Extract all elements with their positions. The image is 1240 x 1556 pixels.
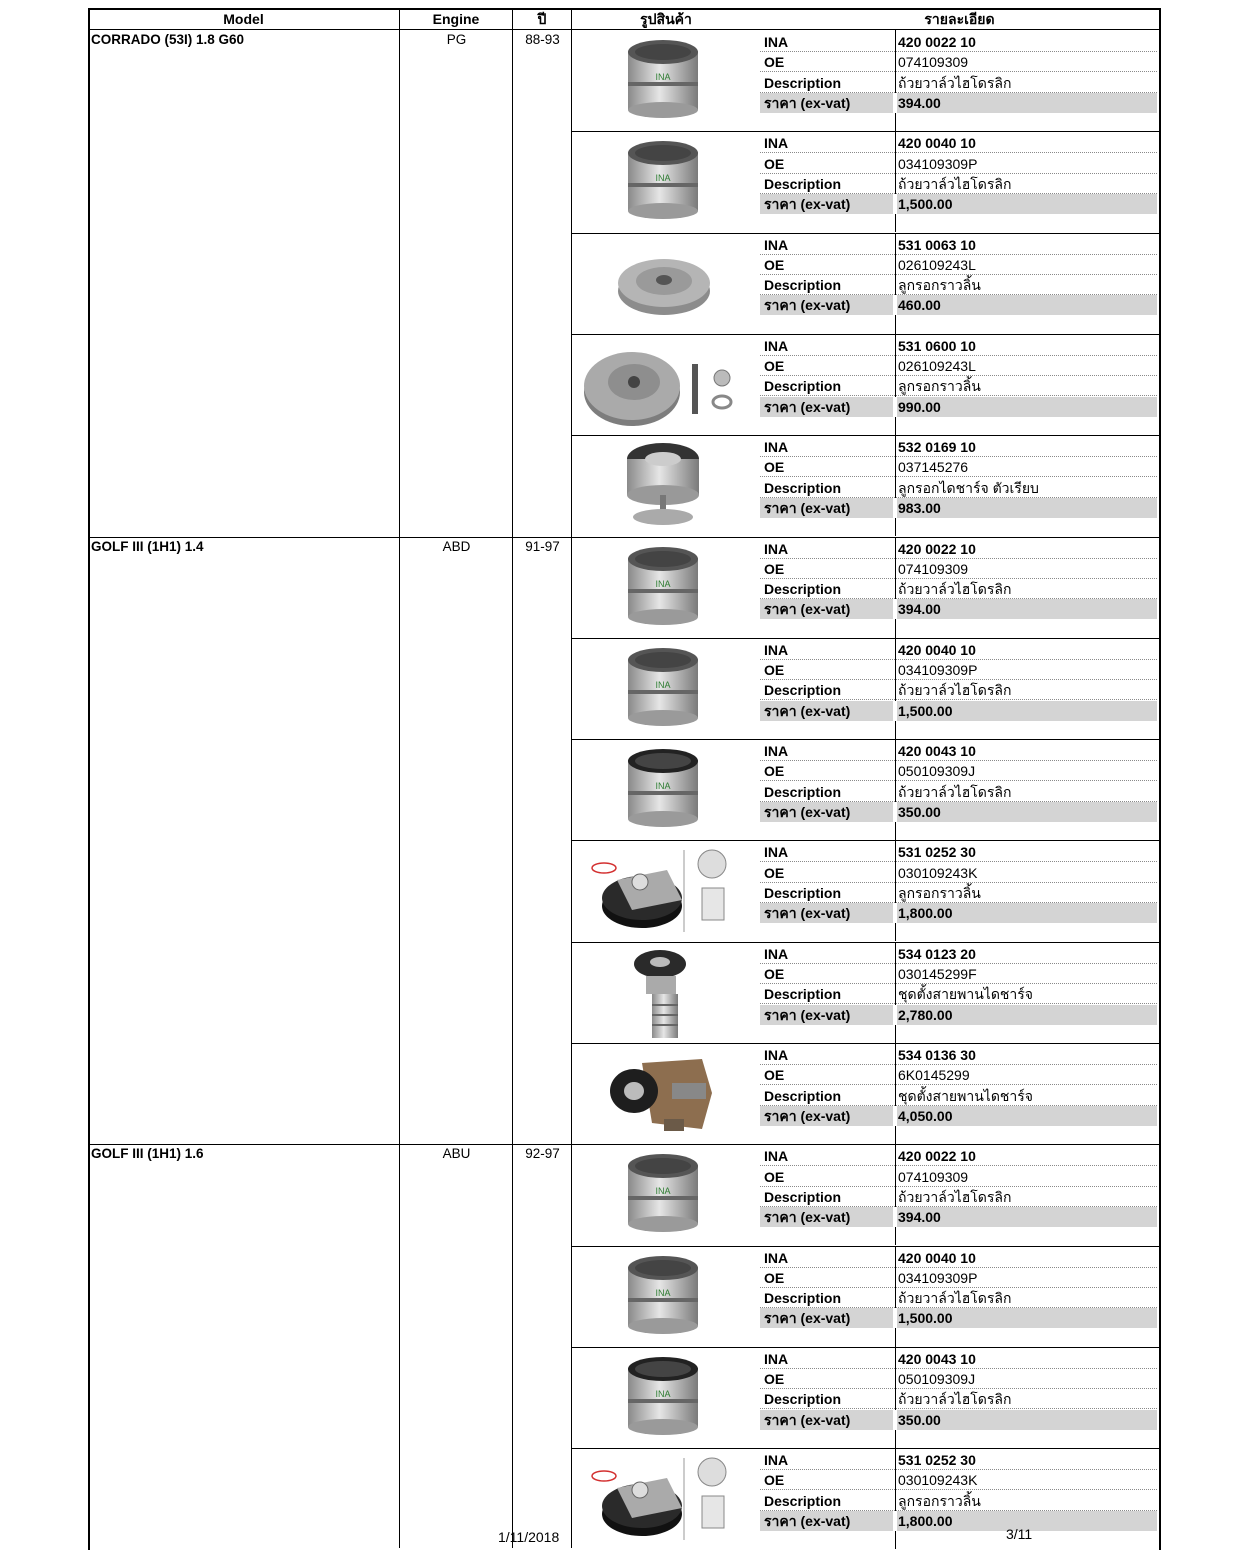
part-price: 983.00 (898, 500, 941, 517)
ina-part-number-row (760, 133, 1157, 153)
part-price: 350.00 (898, 803, 941, 820)
product-item (572, 1246, 1159, 1347)
price-cell-gap (893, 1511, 897, 1531)
ina-part-number-row (760, 1146, 1157, 1166)
oe-part-number-row (760, 457, 1157, 477)
part-price-row (760, 93, 1157, 113)
hydraulic-lifter-dark-photo (572, 1347, 760, 1448)
oe-part-number-row (760, 255, 1157, 275)
part-description-row (760, 1288, 1157, 1308)
oe-part-number-row (760, 356, 1157, 376)
ina-part-number: 420 0022 10 (898, 540, 976, 557)
footer-date: 1/11/2018 (498, 1529, 560, 1545)
part-description-label: Description (764, 682, 842, 699)
price-cell-gap (893, 1207, 897, 1227)
tensioner-pulley-kit-photo (572, 334, 760, 435)
price-cell-gap (893, 498, 897, 518)
belt-tensioner-bracket-photo (572, 1043, 760, 1144)
model-name: GOLF III (1H1) 1.4 (91, 538, 204, 554)
part-price: 2,780.00 (898, 1006, 953, 1023)
part-price-row (760, 701, 1157, 721)
part-price: 1,500.00 (898, 702, 953, 719)
product-item (572, 840, 1159, 941)
price-cell-gap (893, 1410, 897, 1430)
hydraulic-lifter-photo (572, 1246, 760, 1347)
oe-part-number-label: OE (764, 1168, 785, 1185)
price-cell-gap (893, 1106, 897, 1126)
part-description-label: Description (764, 1087, 842, 1104)
engine-code: ABU (442, 1146, 471, 1162)
ina-part-number-label: INA (764, 540, 789, 557)
ina-part-number: 420 0022 10 (898, 1148, 976, 1165)
ina-part-number-label: INA (764, 337, 789, 354)
part-price-label: ราคา (ex-vat) (764, 1310, 851, 1327)
ina-part-number: 534 0123 20 (898, 945, 976, 962)
ina-part-number-label: INA (764, 844, 789, 861)
ina-part-number-label: INA (764, 135, 789, 152)
part-price-row (760, 1308, 1157, 1328)
part-price-row (760, 397, 1157, 417)
oe-part-number-label: OE (764, 54, 785, 71)
ina-part-number: 420 0040 10 (898, 135, 976, 152)
product-item (572, 942, 1159, 1043)
ina-part-number: 531 0600 10 (898, 337, 976, 354)
part-price-row (760, 1511, 1157, 1531)
product-item (572, 1448, 1159, 1549)
ina-part-number-label: INA (764, 439, 789, 456)
product-item (572, 1144, 1159, 1245)
part-description-row (760, 984, 1157, 1004)
ina-part-number: 420 0043 10 (898, 1350, 976, 1367)
hydraulic-lifter-photo (572, 537, 760, 638)
oe-part-number: 6K0145299 (898, 1067, 970, 1084)
ina-part-number-label: INA (764, 1047, 789, 1063)
part-description: ถ้วยวาล์วไฮโดรลิก (898, 783, 1012, 800)
part-description-label: Description (764, 74, 842, 91)
oe-part-number-row (760, 1369, 1157, 1389)
part-price: 1,800.00 (898, 905, 953, 922)
model-name: CORRADO (53I) 1.8 G60 (91, 32, 245, 47)
part-price-label: ราคา (ex-vat) (764, 1513, 851, 1530)
part-description-row (760, 376, 1157, 396)
part-description-row (760, 1491, 1157, 1511)
part-price: 1,500.00 (898, 196, 953, 213)
part-description: ลูกรอกราวลิ้น (898, 277, 981, 294)
part-price-label: ราคา (ex-vat) (764, 601, 851, 618)
ina-part-number: 420 0040 10 (898, 641, 976, 658)
part-price-row (760, 295, 1157, 315)
price-cell-gap (893, 397, 897, 417)
ina-part-number-label: INA (764, 34, 789, 50)
part-price-label: ราคา (ex-vat) (764, 94, 851, 111)
part-price-label: ราคา (ex-vat) (764, 1209, 851, 1226)
part-description: ถ้วยวาล์วไฮโดรลิก (898, 1290, 1012, 1307)
ina-part-number-row (760, 842, 1157, 862)
part-description-row (760, 1086, 1157, 1106)
part-price-label: ราคา (ex-vat) (764, 702, 851, 719)
price-cell-gap (893, 295, 897, 315)
ina-part-number: 531 0063 10 (898, 236, 976, 253)
oe-part-number-row (760, 660, 1157, 680)
price-cell-gap (893, 1308, 897, 1328)
part-description: ถ้วยวาล์วไฮโดรลิก (898, 175, 1012, 192)
ina-part-number-label: INA (764, 1452, 789, 1469)
part-description-label: Description (764, 884, 842, 901)
part-description-row (760, 478, 1157, 498)
part-price: 4,050.00 (898, 1107, 953, 1124)
oe-part-number-row (760, 761, 1157, 781)
part-description-label: Description (764, 277, 842, 294)
oe-part-number-row (760, 52, 1157, 72)
ina-part-number-row (760, 640, 1157, 660)
model-name: GOLF III (1H1) 1.6 (91, 1146, 204, 1162)
price-cell-gap (893, 903, 897, 923)
part-description-label: Description (764, 1391, 842, 1408)
part-description: ถ้วยวาล์วไฮโดรลิก (898, 1391, 1012, 1408)
svg-text:INA: INA (655, 1287, 671, 1298)
part-price: 990.00 (898, 398, 941, 415)
header-details: รายละเอียด (924, 11, 995, 27)
part-price-label: ราคา (ex-vat) (764, 500, 851, 517)
svg-text:INA: INA (655, 1388, 671, 1399)
part-description-row (760, 1187, 1157, 1207)
oe-part-number: 030145299F (898, 965, 977, 982)
part-description-row (760, 1389, 1157, 1409)
ina-part-number-row (760, 1045, 1157, 1065)
part-price: 1,500.00 (898, 1310, 953, 1327)
ina-part-number: 534 0136 30 (898, 1047, 976, 1063)
price-cell-gap (893, 194, 897, 214)
part-description: ลูกรอกราวลิ้น (898, 1492, 981, 1509)
hydraulic-lifter-photo (572, 1144, 760, 1245)
part-price: 394.00 (898, 94, 941, 111)
oe-part-number: 050109309J (898, 1371, 976, 1388)
product-item (572, 131, 1159, 232)
ina-part-number-label: INA (764, 1350, 789, 1367)
product-item (572, 334, 1159, 435)
price-cell-gap (893, 701, 897, 721)
part-description-label: Description (764, 1188, 842, 1205)
ina-part-number-row (760, 32, 1157, 52)
ina-part-number-row (760, 1248, 1157, 1268)
oe-part-number-label: OE (764, 1269, 785, 1286)
oe-part-number: 030109243K (898, 1472, 978, 1489)
oe-part-number: 050109309J (898, 763, 976, 780)
svg-text:INA: INA (655, 173, 671, 184)
header-engine: Engine (432, 11, 480, 27)
svg-text:INA: INA (655, 781, 671, 792)
part-price: 1,800.00 (898, 1513, 953, 1530)
part-price-row (760, 498, 1157, 518)
svg-text:INA: INA (655, 679, 671, 690)
ina-part-number: 420 0043 10 (898, 743, 976, 760)
part-description: ถ้วยวาล์วไฮโดรลิก (898, 682, 1012, 699)
part-description-label: Description (764, 783, 842, 800)
part-price-label: ราคา (ex-vat) (764, 1411, 851, 1428)
ina-part-number-row (760, 437, 1157, 457)
ina-part-number-label: INA (764, 1148, 789, 1165)
oe-part-number-label: OE (764, 1371, 785, 1388)
part-price-label: ราคา (ex-vat) (764, 398, 851, 415)
price-cell-gap (893, 802, 897, 822)
price-cell-gap (893, 93, 897, 113)
oe-part-number-label: OE (764, 459, 785, 476)
timing-tensioner-diagram-photo (572, 840, 760, 941)
product-item (572, 435, 1159, 536)
oe-part-number-row (760, 863, 1157, 883)
ina-part-number: 531 0252 30 (898, 844, 976, 861)
part-description: ลูกรอกราวลิ้น (898, 378, 981, 395)
product-item (572, 1043, 1159, 1144)
hydraulic-lifter-dark-photo (572, 739, 760, 840)
oe-part-number: 026109243L (898, 256, 976, 273)
hydraulic-lifter-photo (572, 30, 760, 131)
oe-part-number-label: OE (764, 763, 785, 780)
part-description: ชุดตั้งสายพานไดชาร์จ (898, 1087, 1034, 1104)
oe-part-number-label: OE (764, 1067, 785, 1084)
hydraulic-lifter-photo (572, 638, 760, 739)
part-description-label: Description (764, 581, 842, 598)
price-cell-gap (893, 1005, 897, 1025)
ina-part-number: 420 0022 10 (898, 34, 976, 50)
oe-part-number: 074109309 (898, 1168, 969, 1185)
model-years: 91-97 (525, 538, 560, 554)
oe-part-number-label: OE (764, 560, 785, 577)
engine-code: PG (446, 32, 467, 47)
oe-part-number-row (760, 1167, 1157, 1187)
oe-part-number-row (760, 1470, 1157, 1490)
part-price-label: ราคา (ex-vat) (764, 1006, 851, 1023)
part-price-label: ราคา (ex-vat) (764, 1107, 851, 1124)
part-description-label: Description (764, 378, 842, 395)
part-price-label: ราคา (ex-vat) (764, 803, 851, 820)
product-item (572, 1347, 1159, 1448)
part-price: 394.00 (898, 1209, 941, 1226)
column-divider-model (399, 8, 400, 1548)
ina-part-number-row (760, 539, 1157, 559)
ina-part-number: 420 0040 10 (898, 1249, 976, 1266)
part-price: 394.00 (898, 601, 941, 618)
ina-part-number: 531 0252 30 (898, 1452, 976, 1469)
part-description-row (760, 275, 1157, 295)
oe-part-number: 034109309P (898, 1269, 978, 1286)
oe-part-number: 034109309P (898, 662, 978, 679)
part-description-label: Description (764, 1290, 842, 1307)
model-years: 92-97 (525, 1146, 560, 1162)
part-price-label: ราคา (ex-vat) (764, 297, 851, 314)
ina-part-number-label: INA (764, 743, 789, 760)
column-divider-engine (512, 8, 513, 1548)
part-price-label: ราคา (ex-vat) (764, 905, 851, 922)
part-description-row (760, 680, 1157, 700)
header-year: ปี (537, 11, 547, 27)
part-description-row (760, 782, 1157, 802)
part-price-row (760, 1106, 1157, 1126)
part-description-label: Description (764, 986, 842, 1003)
oe-part-number: 030109243K (898, 864, 978, 881)
product-item (572, 233, 1159, 334)
part-price-row (760, 599, 1157, 619)
oe-part-number-label: OE (764, 1472, 785, 1489)
ina-part-number-row (760, 944, 1157, 964)
part-price-row (760, 1005, 1157, 1025)
part-price-row (760, 1207, 1157, 1227)
product-item (572, 537, 1159, 638)
header-model: Model (223, 11, 264, 27)
part-description-row (760, 883, 1157, 903)
oe-part-number-row (760, 1268, 1157, 1288)
ina-part-number-row (760, 336, 1157, 356)
oe-part-number-row (760, 964, 1157, 984)
ina-part-number-label: INA (764, 236, 789, 253)
ina-part-number-row (760, 1349, 1157, 1369)
product-item (572, 30, 1159, 131)
oe-part-number-label: OE (764, 155, 785, 172)
price-cell-gap (893, 599, 897, 619)
oe-part-number-row (760, 1065, 1157, 1085)
oe-part-number-row (760, 559, 1157, 579)
oe-part-number: 074109309 (898, 560, 969, 577)
ina-part-number-label: INA (764, 641, 789, 658)
ina-part-number-row (760, 1450, 1157, 1470)
idler-pulley-photo (572, 233, 760, 334)
part-price-row (760, 1410, 1157, 1430)
oe-part-number-label: OE (764, 358, 785, 375)
oe-part-number-row (760, 154, 1157, 174)
part-description-label: Description (764, 1492, 842, 1509)
part-description: ถ้วยวาล์วไฮโดรลิก (898, 581, 1012, 598)
timing-tensioner-diagram-photo (572, 1448, 760, 1549)
part-description: ถ้วยวาล์วไฮโดรลิก (898, 1188, 1012, 1205)
part-price-row (760, 903, 1157, 923)
oe-part-number: 034109309P (898, 155, 978, 172)
ina-part-number-label: INA (764, 1249, 789, 1266)
ina-part-number-row (760, 235, 1157, 255)
part-description-row (760, 73, 1157, 93)
oe-part-number: 037145276 (898, 459, 969, 476)
part-price-row (760, 194, 1157, 214)
part-description: ถ้วยวาล์วไฮโดรลิก (898, 74, 1012, 91)
part-price: 460.00 (898, 297, 941, 314)
part-price-row (760, 802, 1157, 822)
part-description: ลูกรอกไดชาร์จ ตัวเรียบ (898, 479, 1039, 496)
header-image: รูปสินค้า (640, 11, 692, 27)
part-description: ชุดตั้งสายพานไดชาร์จ (898, 986, 1034, 1003)
price-list-sheet (88, 8, 1159, 1548)
product-item (572, 638, 1159, 739)
oe-part-number-label: OE (764, 662, 785, 679)
svg-text:INA: INA (655, 1186, 671, 1197)
part-description-row (760, 579, 1157, 599)
part-price: 350.00 (898, 1411, 941, 1428)
footer-page-number: 3/11 (1006, 1526, 1033, 1542)
part-description-label: Description (764, 479, 842, 496)
ina-part-number-row (760, 741, 1157, 761)
oe-part-number-label: OE (764, 256, 785, 273)
hydraulic-lifter-photo (572, 131, 760, 232)
oe-part-number: 074109309 (898, 54, 969, 71)
engine-code: ABD (442, 538, 471, 554)
part-description: ลูกรอกราวลิ้น (898, 884, 981, 901)
oe-part-number: 026109243L (898, 358, 976, 375)
ina-part-number: 532 0169 10 (898, 439, 976, 456)
product-item (572, 739, 1159, 840)
oe-part-number-label: OE (764, 965, 785, 982)
oe-part-number-label: OE (764, 864, 785, 881)
belt-tensioner-assembly-photo (572, 942, 760, 1043)
model-years: 88-93 (525, 32, 560, 47)
svg-text:INA: INA (655, 72, 671, 82)
svg-text:INA: INA (655, 578, 671, 589)
part-description-label: Description (764, 175, 842, 192)
part-price-label: ราคา (ex-vat) (764, 196, 851, 213)
ina-part-number-label: INA (764, 945, 789, 962)
ribbed-pulley-photo (572, 435, 760, 536)
part-description-row (760, 174, 1157, 194)
